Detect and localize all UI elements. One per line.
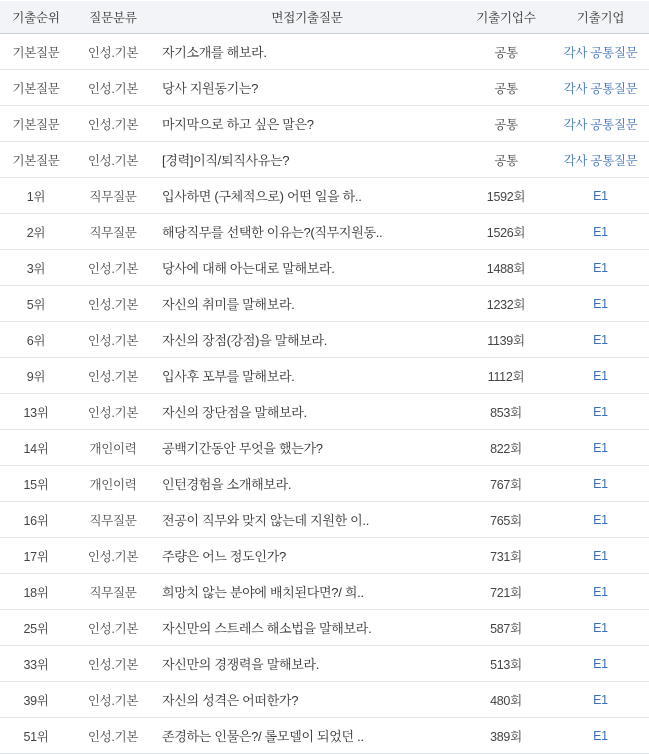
cell-question[interactable]: 당사에 대해 아는대로 말해보라. — [154, 250, 460, 286]
cell-rank: 9위 — [0, 358, 72, 394]
cell-category: 인성.기본 — [72, 250, 154, 286]
cell-category: 인성.기본 — [72, 70, 154, 106]
cell-rank: 기본질문 — [0, 70, 72, 106]
cell-question[interactable]: 인턴경험을 소개해보라. — [154, 466, 460, 502]
cell-corporation[interactable]: E1 — [552, 286, 649, 322]
table-row[interactable] — [0, 682, 649, 718]
cell-count: 공통 — [460, 106, 552, 142]
cell-category: 직무질문 — [72, 502, 154, 538]
cell-question[interactable]: 존경하는 인물은?/ 롤모델이 되었던 .. — [154, 718, 460, 754]
cell-category: 인성.기본 — [72, 358, 154, 394]
cell-corporation[interactable]: E1 — [552, 214, 649, 250]
cell-count: 공통 — [460, 34, 552, 70]
cell-count: 480회 — [460, 682, 552, 718]
table-row[interactable] — [0, 394, 649, 430]
cell-rank: 25위 — [0, 610, 72, 646]
cell-rank: 기본질문 — [0, 34, 72, 70]
cell-question[interactable]: 자신만의 스트레스 해소법을 말해보라. — [154, 610, 460, 646]
cell-question[interactable]: 주량은 어느 정도인가? — [154, 538, 460, 574]
cell-question[interactable]: 공백기간동안 무엇을 했는가? — [154, 430, 460, 466]
cell-question[interactable]: 입사후 포부를 말해보라. — [154, 358, 460, 394]
cell-rank: 2위 — [0, 214, 72, 250]
cell-corporation[interactable]: E1 — [552, 250, 649, 286]
cell-count: 1592회 — [460, 178, 552, 214]
cell-question[interactable]: 자기소개를 해보라. — [154, 34, 460, 70]
cell-question[interactable]: 마지막으로 하고 싶은 말은? — [154, 106, 460, 142]
cell-category: 개인이력 — [72, 430, 154, 466]
cell-corporation[interactable]: E1 — [552, 502, 649, 538]
cell-count: 1232회 — [460, 286, 552, 322]
cell-corporation[interactable]: E1 — [552, 682, 649, 718]
table-row[interactable] — [0, 574, 649, 610]
table-row[interactable] — [0, 646, 649, 682]
column-header-rank[interactable]: 기출순위 — [0, 1, 72, 34]
cell-rank: 3위 — [0, 250, 72, 286]
table-row[interactable] — [0, 178, 649, 214]
cell-count: 1112회 — [460, 358, 552, 394]
cell-corporation[interactable]: 각사 공통질문 — [552, 34, 649, 70]
table-body — [0, 34, 649, 754]
cell-rank: 5위 — [0, 286, 72, 322]
table-row[interactable] — [0, 430, 649, 466]
cell-corporation[interactable]: E1 — [552, 538, 649, 574]
cell-question[interactable]: [경력]이직/퇴직사유는? — [154, 142, 460, 178]
table-row[interactable] — [0, 466, 649, 502]
cell-corporation[interactable]: E1 — [552, 322, 649, 358]
cell-rank: 13위 — [0, 394, 72, 430]
cell-question[interactable]: 자신의 장단점을 말해보라. — [154, 394, 460, 430]
table-row[interactable] — [0, 610, 649, 646]
cell-rank: 33위 — [0, 646, 72, 682]
cell-category: 직무질문 — [72, 214, 154, 250]
cell-count: 765회 — [460, 502, 552, 538]
table-row[interactable] — [0, 322, 649, 358]
cell-corporation[interactable]: E1 — [552, 394, 649, 430]
table-header-row — [0, 1, 649, 34]
cell-rank: 기본질문 — [0, 142, 72, 178]
cell-rank: 기본질문 — [0, 106, 72, 142]
table-row[interactable] — [0, 358, 649, 394]
cell-rank: 6위 — [0, 322, 72, 358]
cell-corporation[interactable]: E1 — [552, 466, 649, 502]
table-row[interactable] — [0, 250, 649, 286]
table-row[interactable] — [0, 34, 649, 70]
cell-question[interactable]: 자신의 취미를 말해보라. — [154, 286, 460, 322]
column-header-corporation[interactable]: 기출기업 — [552, 1, 649, 34]
table-row[interactable] — [0, 106, 649, 142]
column-header-question[interactable]: 면접기출질문 — [154, 1, 460, 34]
table-row[interactable] — [0, 214, 649, 250]
cell-corporation[interactable]: 각사 공통질문 — [552, 70, 649, 106]
table-header — [0, 1, 649, 34]
cell-category: 인성.기본 — [72, 646, 154, 682]
cell-count: 587회 — [460, 610, 552, 646]
table-row[interactable] — [0, 142, 649, 178]
cell-count: 1526회 — [460, 214, 552, 250]
column-header-category[interactable]: 질문분류 — [72, 1, 154, 34]
cell-count: 822회 — [460, 430, 552, 466]
cell-count: 389회 — [460, 718, 552, 754]
cell-category: 인성.기본 — [72, 610, 154, 646]
cell-category: 인성.기본 — [72, 322, 154, 358]
cell-corporation[interactable]: E1 — [552, 646, 649, 682]
cell-question[interactable]: 전공이 직무와 맞지 않는데 지원한 이.. — [154, 502, 460, 538]
cell-corporation[interactable]: E1 — [552, 358, 649, 394]
cell-count: 721회 — [460, 574, 552, 610]
cell-rank: 1위 — [0, 178, 72, 214]
cell-category: 인성.기본 — [72, 394, 154, 430]
table-row[interactable] — [0, 502, 649, 538]
cell-rank: 17위 — [0, 538, 72, 574]
cell-category: 직무질문 — [72, 574, 154, 610]
cell-count: 767회 — [460, 466, 552, 502]
table-row[interactable] — [0, 538, 649, 574]
cell-count: 731회 — [460, 538, 552, 574]
cell-corporation[interactable]: E1 — [552, 178, 649, 214]
cell-rank: 15위 — [0, 466, 72, 502]
cell-category: 직무질문 — [72, 178, 154, 214]
cell-question[interactable]: 해당직무를 선택한 이유는?(직무지원동.. — [154, 214, 460, 250]
table-row[interactable] — [0, 70, 649, 106]
cell-corporation[interactable]: 각사 공통질문 — [552, 106, 649, 142]
cell-count: 853회 — [460, 394, 552, 430]
table-row[interactable] — [0, 718, 649, 754]
column-header-count[interactable]: 기출기업수 — [460, 1, 552, 34]
cell-category: 개인이력 — [72, 466, 154, 502]
cell-corporation[interactable]: 각사 공통질문 — [552, 142, 649, 178]
cell-rank: 14위 — [0, 430, 72, 466]
cell-corporation[interactable]: E1 — [552, 610, 649, 646]
cell-count: 513회 — [460, 646, 552, 682]
cell-corporation[interactable]: E1 — [552, 718, 649, 754]
cell-category: 인성.기본 — [72, 286, 154, 322]
cell-count: 공통 — [460, 142, 552, 178]
cell-count: 공통 — [460, 70, 552, 106]
cell-category: 인성.기본 — [72, 718, 154, 754]
cell-question[interactable]: 자신만의 경쟁력을 말해보라. — [154, 646, 460, 682]
cell-rank: 39위 — [0, 682, 72, 718]
cell-count: 1488회 — [460, 250, 552, 286]
cell-corporation[interactable]: E1 — [552, 574, 649, 610]
table-row[interactable] — [0, 286, 649, 322]
cell-category: 인성.기본 — [72, 106, 154, 142]
cell-category: 인성.기본 — [72, 538, 154, 574]
cell-question[interactable]: 희망치 않는 분야에 배치된다면?/ 희.. — [154, 574, 460, 610]
cell-question[interactable]: 자신의 성격은 어떠한가? — [154, 682, 460, 718]
cell-question[interactable]: 당사 지원동기는? — [154, 70, 460, 106]
cell-rank: 16위 — [0, 502, 72, 538]
cell-question[interactable]: 입사하면 (구체적으로) 어떤 일을 하.. — [154, 178, 460, 214]
cell-question[interactable]: 자신의 장점(강점)을 말해보라. — [154, 322, 460, 358]
cell-category: 인성.기본 — [72, 682, 154, 718]
cell-count: 1139회 — [460, 322, 552, 358]
cell-rank: 18위 — [0, 574, 72, 610]
cell-rank: 51위 — [0, 718, 72, 754]
cell-category: 인성.기본 — [72, 142, 154, 178]
cell-category: 인성.기본 — [72, 34, 154, 70]
cell-corporation[interactable]: E1 — [552, 430, 649, 466]
